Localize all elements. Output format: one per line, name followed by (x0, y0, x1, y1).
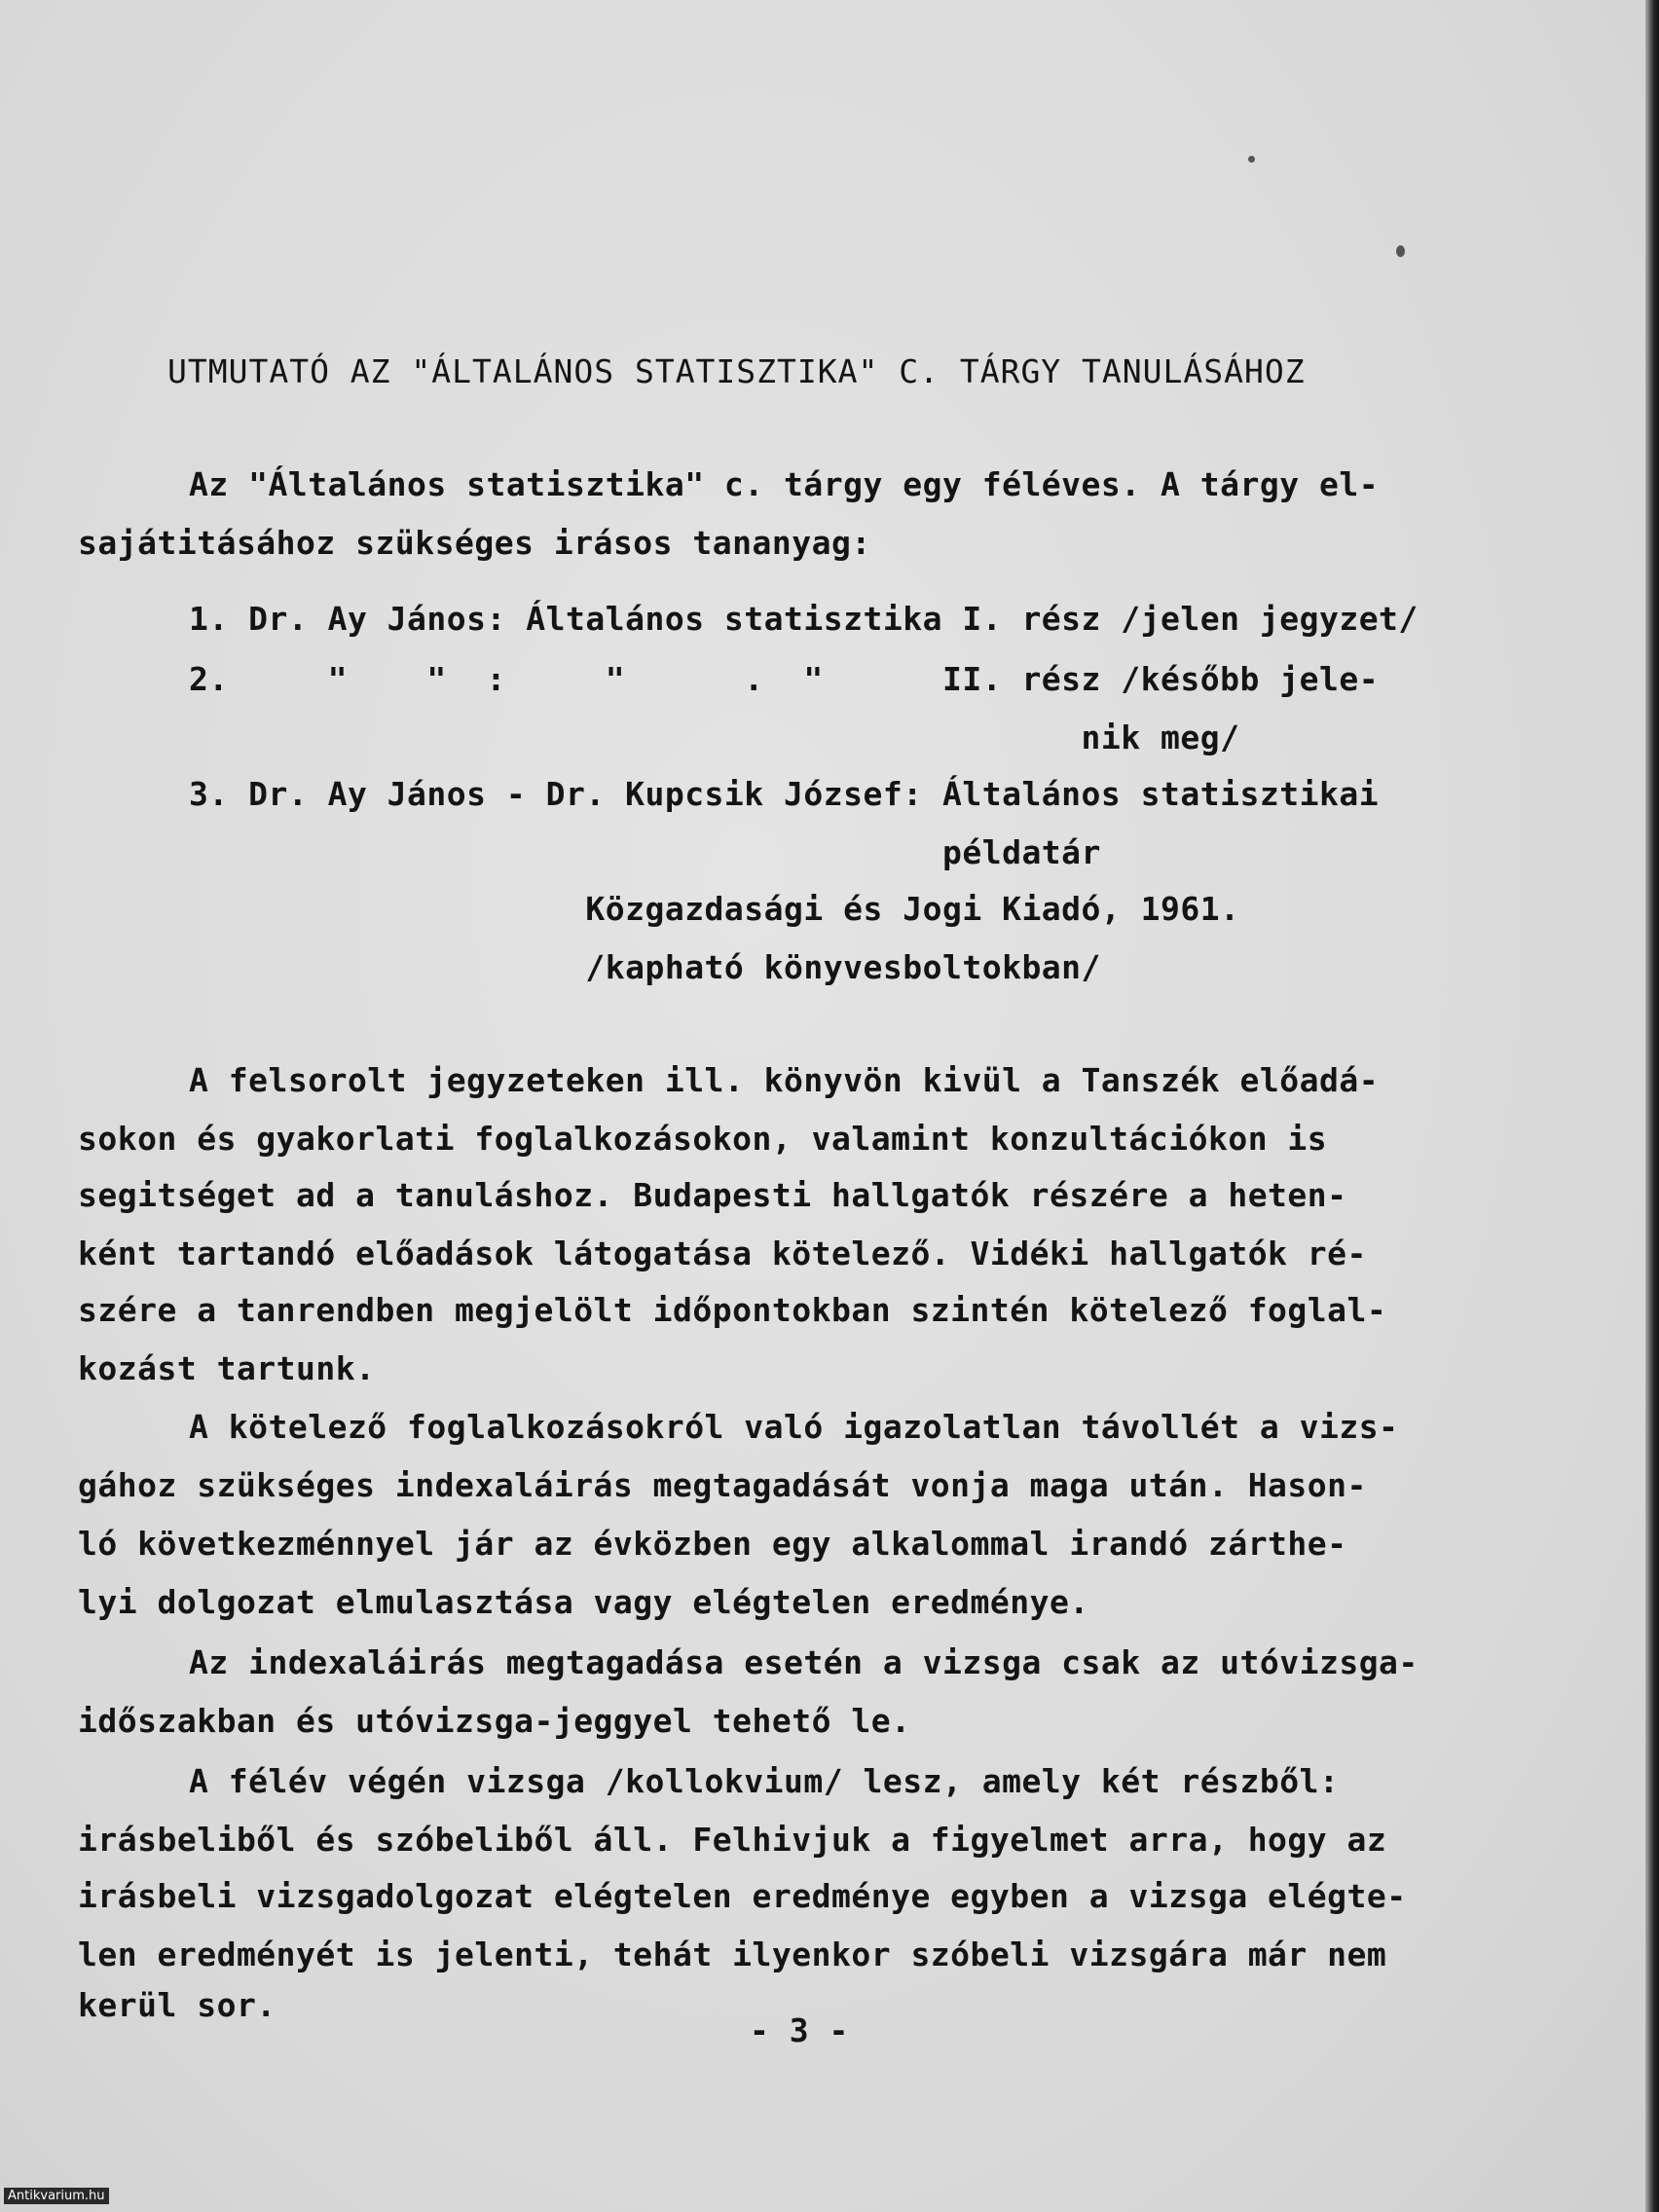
document-title: UTMUTATÓ AZ "ÁLTALÁNOS STATISZTIKA" C. TÁRGY TANULÁSÁHOZ (167, 352, 1306, 390)
page-number: - 3 - (750, 2011, 849, 2049)
paragraph-line: időszakban és utóvizsga-jeggyel tehető le. (78, 1702, 911, 1740)
publisher-line: Közgazdasági és Jogi Kiadó, 1961. (189, 890, 1240, 928)
paragraph-line: sokon és gyakorlati foglalkozásokon, valamint konzultációkon is (78, 1120, 1328, 1158)
list-item-3: 3. Dr. Ay János - Dr. Kupcsik József: Általános statisztikai (189, 775, 1380, 813)
paragraph-line: Az indexaláirás megtagadása esetén a vizsga csak az utóvizsga- (189, 1643, 1419, 1681)
paragraph-line: ló következménnyel jár az évközben egy alkalommal irandó zárthe- (78, 1525, 1347, 1563)
paragraph-line: A kötelező foglalkozásokról való igazolatlan távollét a vizs- (189, 1408, 1399, 1446)
list-item-3-continued: példatár (189, 833, 1101, 871)
paragraph-line: len eredményét is jelenti, tehát ilyenkor szóbeli vizsgára már nem (78, 1936, 1387, 1973)
list-item-2: 2. " " : " . " II. rész /később jele- (189, 660, 1380, 698)
list-item-2-continued: nik meg/ (189, 719, 1240, 756)
paragraph-line: irásbeli vizsgadolgozat elégtelen eredménye egyben a vizsga elégte- (78, 1877, 1407, 1915)
availability-line: /kapható könyvesboltokban/ (189, 948, 1101, 986)
paragraph-line: kozást tartunk. (78, 1349, 376, 1387)
paragraph-line: kerül sor. (78, 1986, 276, 2024)
page-edge-shadow (1645, 0, 1659, 2212)
paragraph-line: ként tartandó előadások látogatása kötelező. Vidéki hallgatók ré- (78, 1235, 1367, 1272)
paragraph-line: A felsorolt jegyzeteken ill. könyvön kivül a Tanszék előadá- (189, 1061, 1380, 1099)
watermark: Antikvarium.hu (4, 2188, 109, 2204)
paragraph-line: szére a tanrendben megjelölt időpontokban szintén kötelező foglal- (78, 1291, 1387, 1329)
paragraph-line: A félév végén vizsga /kollokvium/ lesz, amely két részből: (189, 1762, 1340, 1800)
paragraph-line: lyi dolgozat elmulasztása vagy elégtelen eredménye. (78, 1583, 1089, 1621)
intro-line: sajátitásához szükséges irásos tananyag: (78, 524, 871, 562)
list-item-1: 1. Dr. Ay János: Általános statisztika I. rész /jelen jegyzet/ (189, 600, 1419, 638)
paper-speck (1248, 156, 1255, 163)
paragraph-line: gához szükséges indexaláirás megtagadását vonja maga után. Hason- (78, 1466, 1367, 1504)
paragraph-line: segitséget ad a tanuláshoz. Budapesti hallgatók részére a heten- (78, 1176, 1347, 1214)
intro-line: Az "Általános statisztika" c. tárgy egy féléves. A tárgy el- (189, 465, 1380, 503)
paragraph-line: irásbeliből és szóbeliből áll. Felhivjuk a figyelmet arra, hogy az (78, 1821, 1387, 1859)
paper-speck (1396, 245, 1405, 257)
